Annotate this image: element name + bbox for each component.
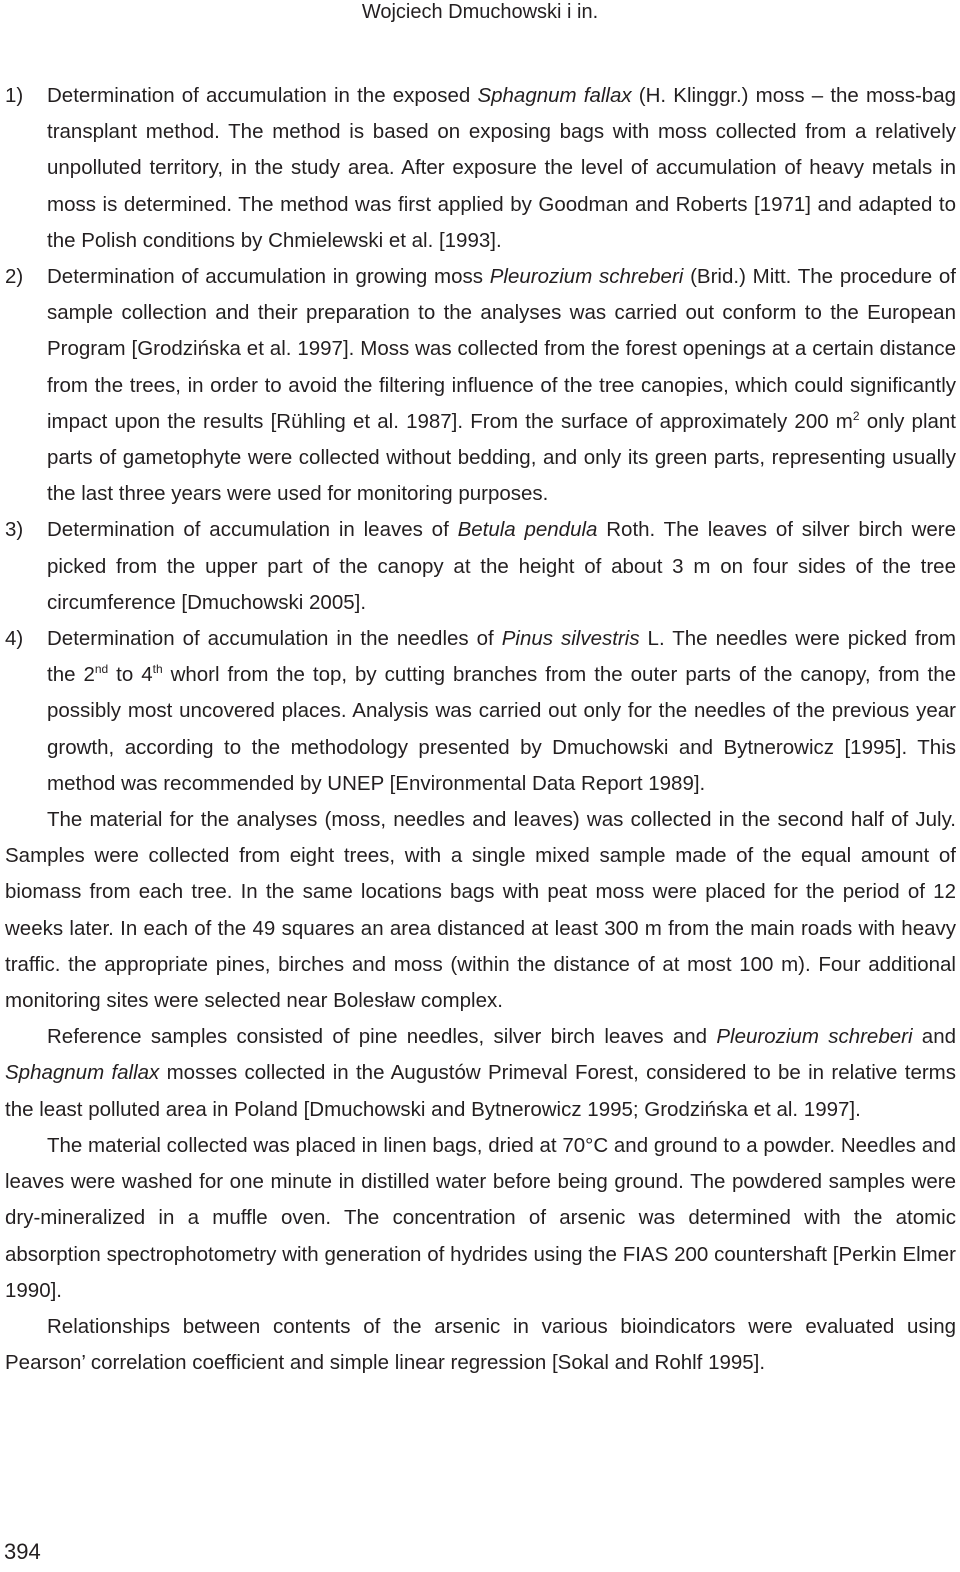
list-number: 3) [5,518,24,542]
paragraph: Relationships between contents of the arsenic in various bioindicators were evaluated using Pearson’ correlation coefficient and simple linear regression [Sokal and Rohlf 1995]. [5,1314,956,1375]
list-item [5,259,956,512]
paragraph: Reference samples consisted of pine needles, silver birch leaves and Pleurozium schreberi and Sphagnum fallax mosses collected in the Augustów Primeval Forest, considered to be in relative terms the least polluted area in Poland [Dmuchowski and Bytnerowicz 1995; Grodzińska et al. 1997]. [5,1025,956,1121]
page-number: 394 [4,1539,41,1564]
list-text: Determination of accumulation in the exposed Sphagnum fallax (H. Klinggr.) moss – the moss-bag transplant method. The method is based on exposing bags with moss collected from a relatively unpolluted territory, in the study area. After exposure the level of accumulation of heavy metals in moss is determined. The method was first applied by Goodman and Roberts [1971] and adapted to the Polish conditions by Chmielewski et al. [1993]. [47,84,957,252]
list-text: Determination of accumulation in growing moss Pleurozium schreberi (Brid.) Mitt. The procedure of sample collection and their preparation to the analyses was carried out conform to the European Program [Grodzińska et al. 1997]. Moss was collected from the forest openings at a certain distance from the trees, in order to avoid the filtering influence of the tree canopies, which could significantly impact upon the results [Rühling et al. 1987]. From the surface of approximately 200 $m^2$ only plant parts of gametophyte were collected without bedding, and only its green parts, representing usually the last three years were used for monitoring purposes. [47,265,956,506]
list-item [5,78,956,259]
list-item [5,512,956,621]
paragraph: The material for the analyses (moss, needles and leaves) was collected in the second half of July. Samples were collected from eight trees, with a single mixed sample made of the equal amount of biomass from each tree. In the same locations bags with peat moss were placed for the period of 12 weeks later. In each of the 49 squares an area distanced at least 300 m from the main roads with heavy traffic. the appropriate pines, birches and moss (within the distance of at most 100 m). Four additional monitoring sites were selected near Bolesław complex. [5,808,956,1013]
list-number: 4) [5,627,24,651]
list-item [5,621,956,802]
list-text: Determination of accumulation in leaves of Betula pendula Roth. The leaves of silver birch were picked from the upper part of the canopy at the height of about 3 m on four sides of the tree circumference [Dmuchowski 2005]. [47,518,956,614]
paragraph: The material collected was placed in linen bags, dried at 70°C and ground to a powder. Needles and leaves were washed for one minute in distilled water before being ground. The powdered samples were dry-mineralized in a muffle oven. The concentration of arsenic was determined with the atomic absorption spectrophotometry with generation of hydrides using the FIAS 200 countershaft [Perkin Elmer 1990]. [5,1133,956,1302]
list-number: 1) [5,84,24,107]
body-text [5,78,956,1381]
running-header: Wojciech Dmuchowski i in. [361,1,599,23]
list-number: 2) [5,265,24,289]
list-text: Determination of accumulation in the needles of Pinus silvestris L. The needles were picked from the 2nd to 4th whorl from the top, by cutting branches from the outer parts of the canopy, from the possibly most uncovered places. Analysis was carried out only for the needles of the previous year growth, according to the methodology presented by Dmuchowski and Bytnerowicz [1995]. This method was recommended by UNEP [Environmental Data Report 1989]. [47,627,957,795]
